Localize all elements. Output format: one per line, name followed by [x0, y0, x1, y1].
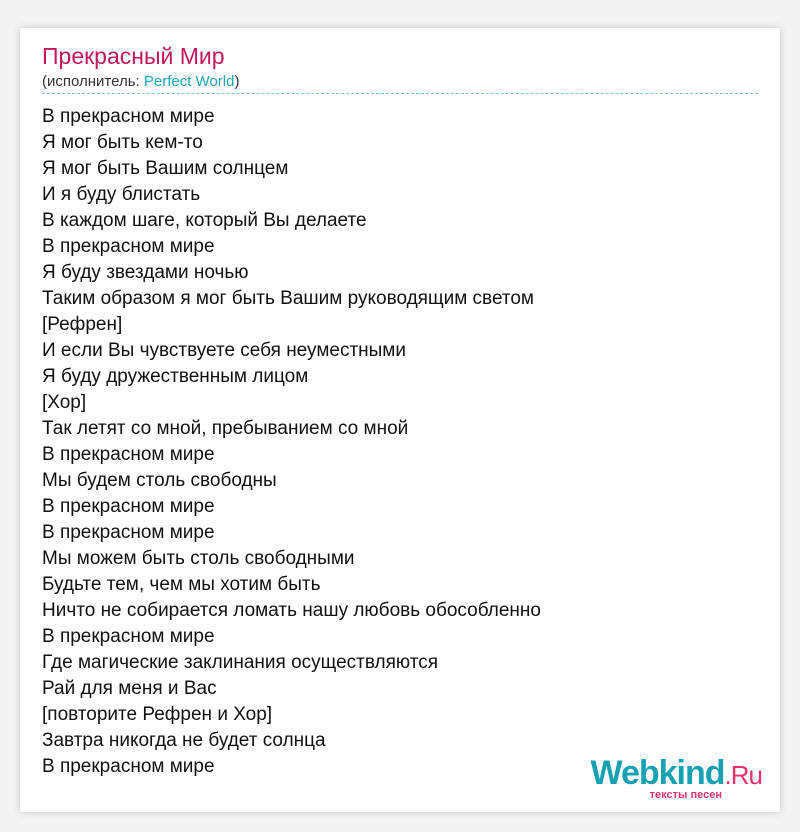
lyric-line: Завтра никогда не будет солнца: [42, 730, 326, 751]
logo-name: Webkind: [590, 754, 725, 792]
lyric-line: В прекрасном мире: [42, 522, 215, 543]
lyric-line: Рай для меня и Вас: [42, 678, 217, 699]
lyric-line: Мы будем столь свободны: [42, 470, 277, 491]
logo-tld: .Ru: [724, 760, 762, 790]
artist-prefix: (исполнитель:: [42, 73, 144, 90]
lyric-line: Таким образом я мог быть Вашим руководящим светом: [42, 288, 534, 309]
lyrics-card: [20, 28, 780, 812]
lyric-line: Ничто не собирается ломать нашу любовь обособленно: [42, 600, 541, 621]
lyric-line: Мы можем быть столь свободными: [42, 548, 355, 569]
lyric-line: В прекрасном мире: [42, 496, 215, 517]
lyric-line: Так летят со мной, пребыванием со мной: [42, 418, 409, 439]
lyric-line: В прекрасном мире: [42, 756, 215, 777]
lyrics-list: [42, 104, 541, 780]
artist-line: [42, 73, 239, 91]
lyric-line: [Хор]: [42, 392, 87, 413]
logo-tagline: тексты песен: [649, 789, 722, 801]
lyric-line: И если Вы чувствуете себя неуместными: [42, 340, 406, 361]
lyric-line: В каждом шаге, который Вы делаете: [42, 210, 367, 231]
artist-suffix: ): [234, 73, 240, 90]
lyric-line: И я буду блистать: [42, 184, 201, 205]
lyric-line: В прекрасном мире: [42, 626, 215, 647]
song-title: Прекрасный Мир: [42, 43, 225, 69]
lyric-line: Где магические заклинания осуществляются: [42, 652, 438, 673]
lyric-line: В прекрасном мире: [42, 236, 215, 257]
lyric-line: Я буду дружественным лицом: [42, 366, 309, 387]
artist-link[interactable]: Perfect World: [143, 73, 235, 90]
lyric-line: Я мог быть Вашим солнцем: [42, 158, 289, 179]
lyric-line: [повторите Рефрен и Хор]: [42, 704, 273, 725]
lyric-line: Будьте тем, чем мы хотим быть: [42, 574, 321, 595]
lyric-line: [Рефрен]: [42, 314, 123, 335]
lyric-line: В прекрасном мире: [42, 444, 215, 465]
lyric-line: В прекрасном мире: [42, 106, 215, 127]
lyric-line: Я мог быть кем-то: [42, 132, 203, 153]
webkind-logo[interactable]: [570, 754, 770, 806]
lyric-line: Я буду звездами ночью: [42, 262, 249, 283]
logo-wordmark: [590, 754, 762, 794]
title-divider: [42, 93, 758, 94]
